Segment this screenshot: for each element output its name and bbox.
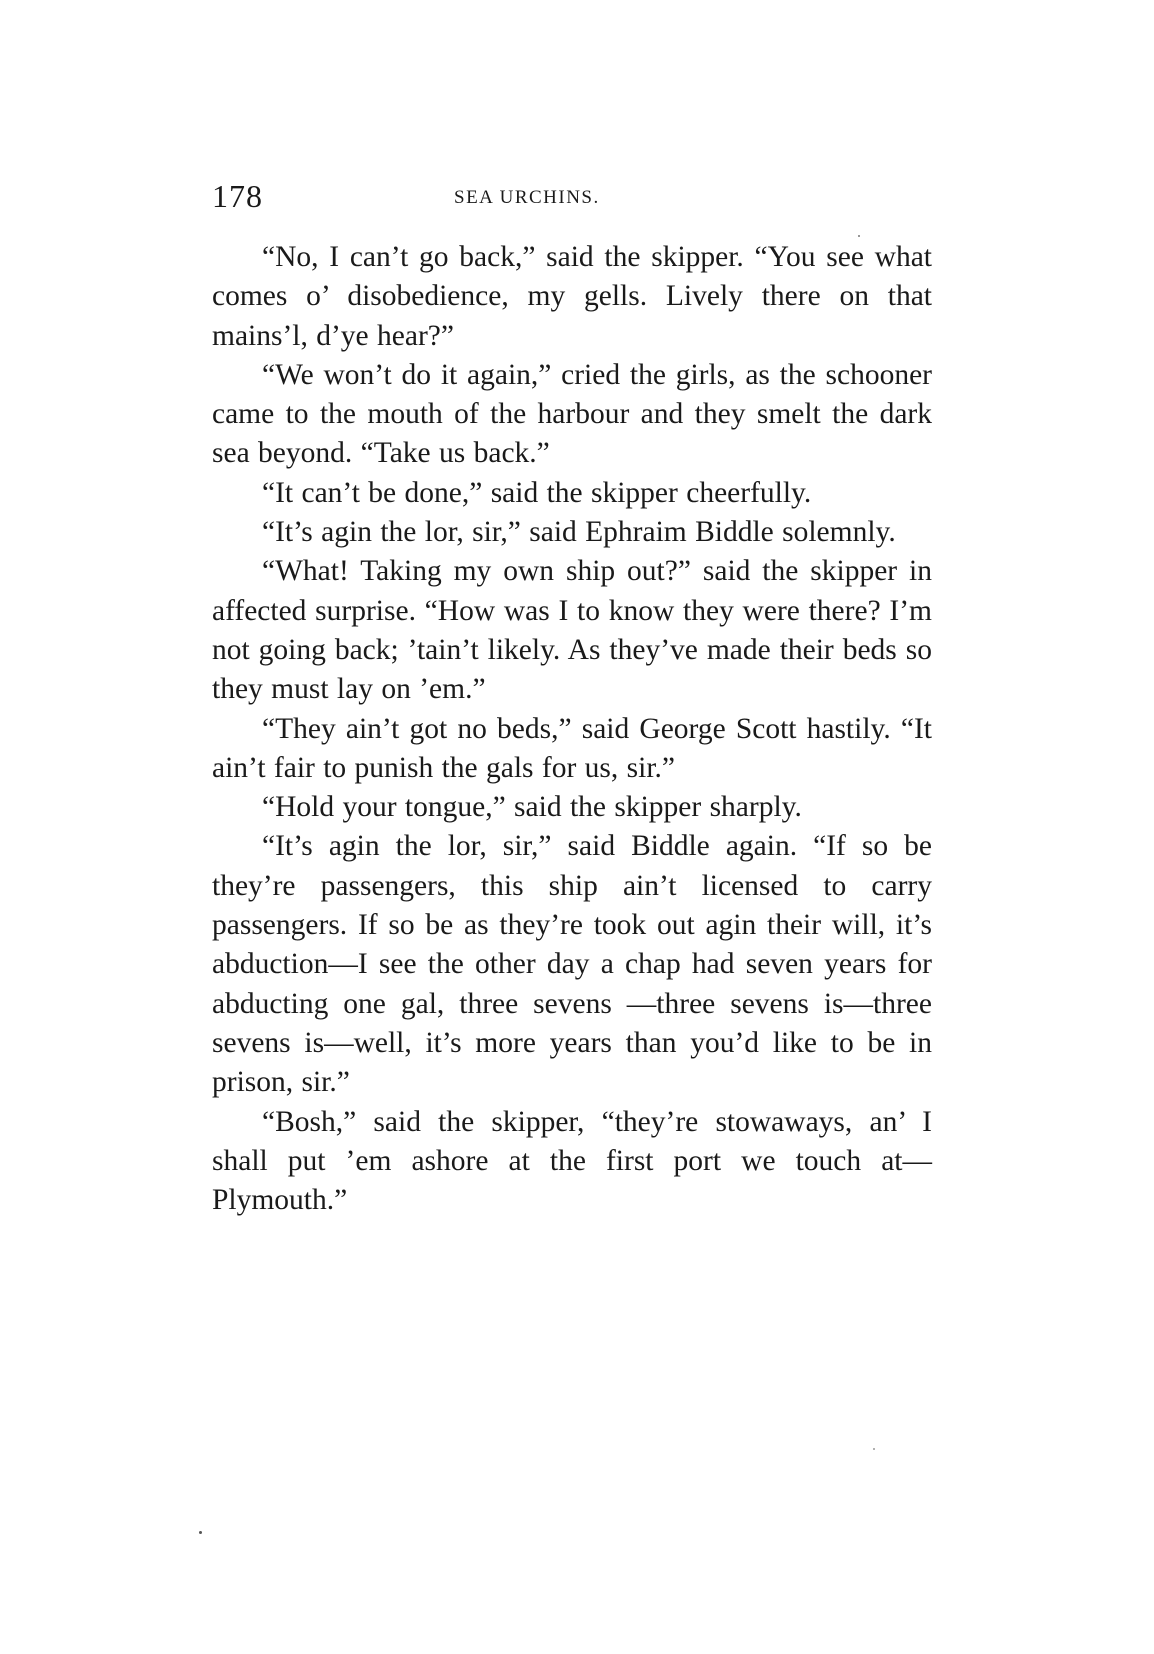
running-head xyxy=(212,178,932,218)
paragraph: “Hold your tongue,” said the skipper sharply. xyxy=(262,791,802,824)
body-text xyxy=(212,238,932,1220)
paragraph: “It’s agin the lor, sir,” said Ephraim Biddle solemnly. xyxy=(262,516,896,549)
running-title: SEA URCHINS. xyxy=(454,187,600,208)
paragraph: “It’s agin the lor, sir,” said Biddle again. “If so be they’re passengers, this ship ain’t licensed to carry passengers. If so be as they’re took out agin their will, it’s abduction—I see the other day a chap had seven years for abducting one gal, three sevens —three sevens is—three sevens is—well, it’s more years than you’d like to be in prison, sir.” xyxy=(212,830,932,1099)
paragraph: “No, I can’t go back,” said the skipper. “You see what comes o’ disobedience, my gells. Lively there on that mains’l, d’ye hear?” xyxy=(212,241,932,352)
paragraph: “They ain’t got no beds,” said George Scott hastily. “It ain’t fair to punish the gals for us, sir.” xyxy=(212,712,932,784)
ink-speck xyxy=(858,235,860,237)
paragraph: “Bosh,” said the skipper, “they’re stowaways, an’ I shall put ’em ashore at the first port we touch at—Plymouth.” xyxy=(212,1105,932,1217)
paragraph: “We won’t do it again,” cried the girls, as the schooner came to the mouth of the harbour and they smelt the dark sea beyond. “Take us back.” xyxy=(212,358,932,470)
paragraph: “What! Taking my own ship out?” said the skipper in affected surprise. “How was I to know they were there? I’m not going back; ’tain’t likely. As they’ve made their beds so they must lay on ’em.” xyxy=(212,555,932,706)
page-number: 178 xyxy=(212,178,263,214)
paragraph: “It can’t be done,” said the skipper cheerfully. xyxy=(262,476,812,509)
ink-speck xyxy=(873,1448,875,1450)
ink-speck xyxy=(199,1531,202,1534)
